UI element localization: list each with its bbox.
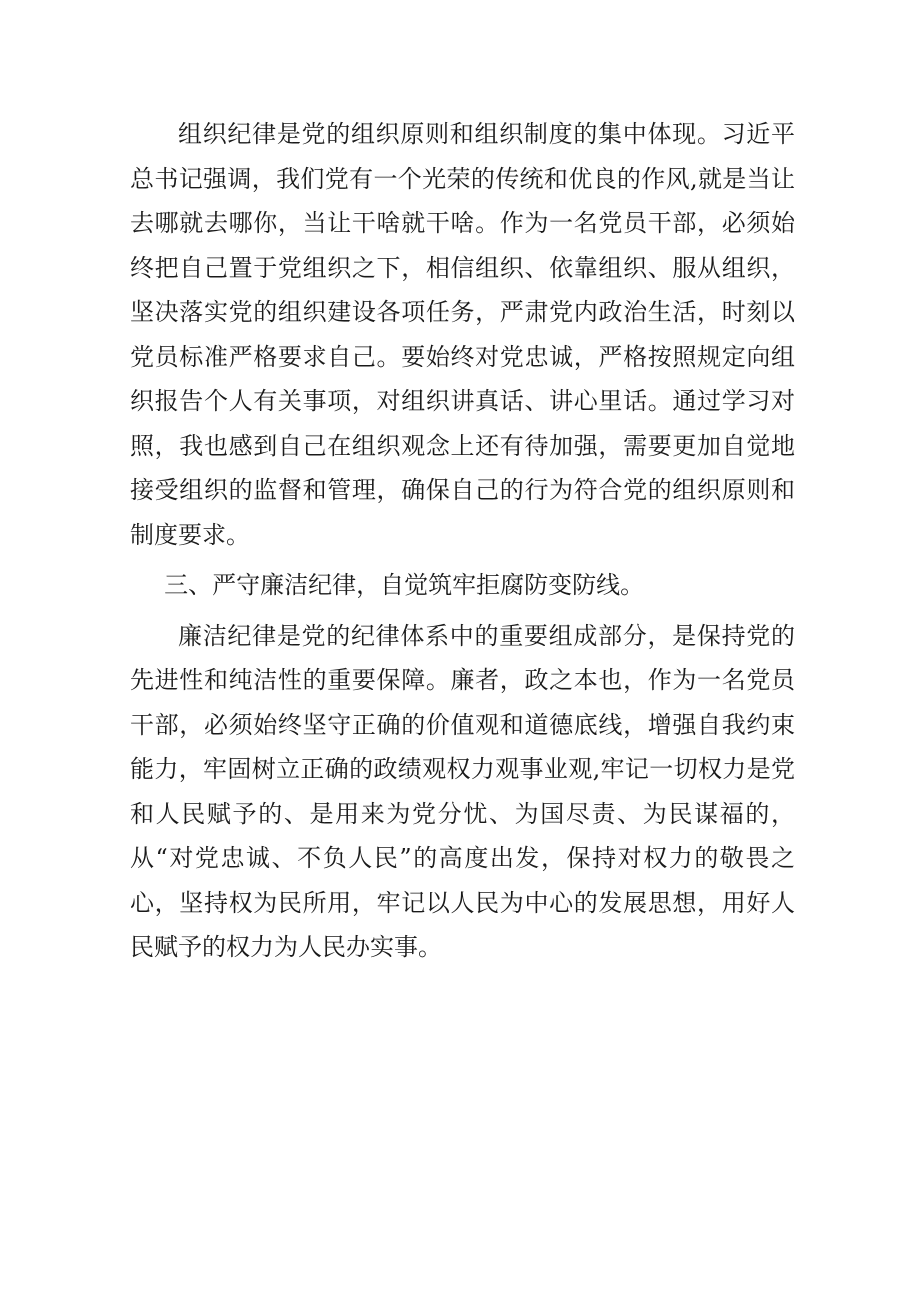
paragraph-integrity-discipline: 廉洁纪律是党的纪律体系中的重要组成部分，是保持党的先进性和纯洁性的重要保障。廉者，政之本也，作为一名党员干部，必须始终坚守正确的价值观和道德底线，增强自我约束能力，牢固树立正确的政绩观权力观事业观,牢记一切权力是党和人民赋予的、是用来为党分忧、为国尽责、为民谋福的，从“对党忠诚、不负人民”的高度出发，保持对权力的敬畏之心，坚持权为民所用，牢记以人民为中心的发展思想，用好人民赋予的权力为人民办实事。 <box>130 621 795 961</box>
document-body <box>130 112 795 970</box>
paragraph-organizational-discipline: 组织纪律是党的组织原则和组织制度的集中体现。习近平总书记强调，我们党有一个光荣的传统和优良的作风,就是当让去哪就去哪你，当让干啥就干啥。作为一名党员干部，必须始终把自己置于党组织之下，相信组织、依靠组织、服从组织，坚决落实党的组织建设各项任务，严肃党内政治生活，时刻以党员标准严格要求自己。要始终对党忠诚，严格按照规定向组织报告个人有关事项，对组织讲真话、讲心里话。通过学习对照，我也感到自己在组织观念上还有待加强，需要更加自觉地接受组织的监督和管理，确保自己的行为符合党的组织原则和制度要求。 <box>130 120 795 549</box>
section-heading-integrity-discipline: 三、严守廉洁纪律，自觉筑牢拒腐防变防线。 <box>164 571 645 599</box>
